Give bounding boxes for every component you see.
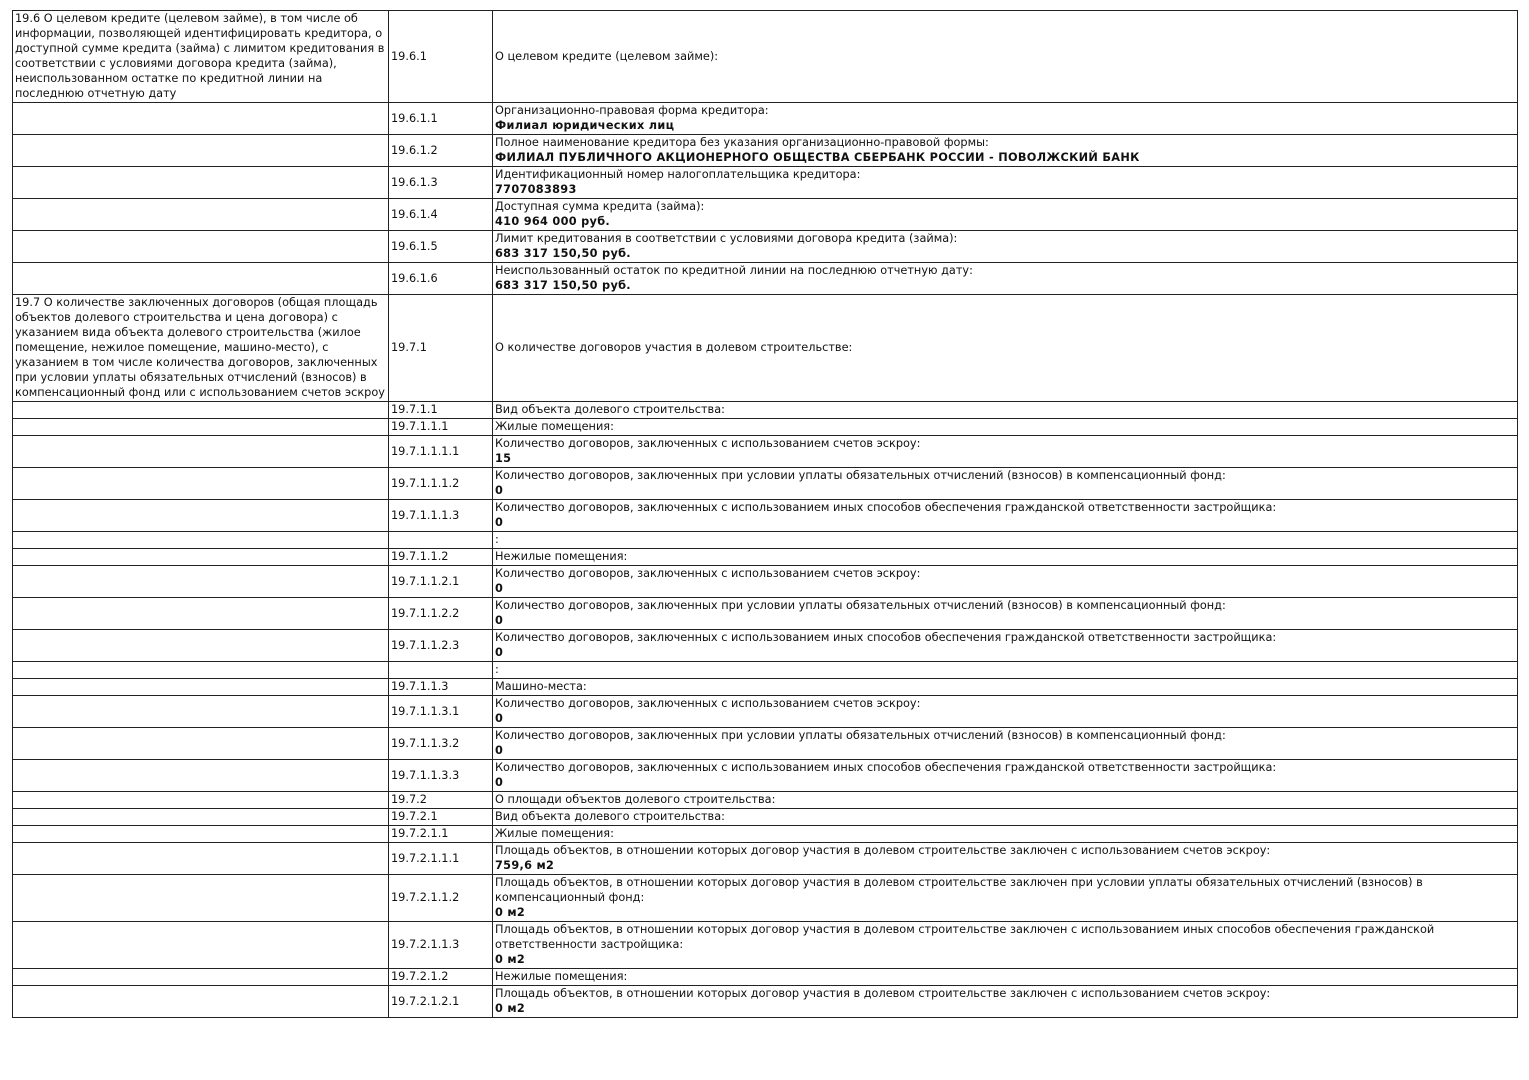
content-cell [493,792,1518,809]
table-row [13,468,1518,500]
code-cell: 19.6.1.5 [389,231,493,263]
content-cell [493,566,1518,598]
table-row [13,986,1518,1018]
section-cell [13,728,389,760]
code-cell: 19.7.1.1.2.1 [389,566,493,598]
table-row [13,969,1518,986]
content-cell [493,103,1518,135]
field-label: Площадь объектов, в отношении которых договор участия в долевом строительстве заключен с использованием счетов эскроу: [495,844,1271,857]
field-label: Количество договоров, заключенных с использованием иных способов обеспечения гражданской ответственности застройщика: [495,501,1277,514]
field-label: Количество договоров, заключенных с использованием счетов эскроу: [495,437,921,450]
field-label: Вид объекта долевого строительства: [495,810,725,823]
field-label: Нежилые помещения: [495,970,628,983]
field-label: Площадь объектов, в отношении которых договор участия в долевом строительстве заключен с использованием иных способов обеспечения гражданской ответственности застройщика: [495,923,1435,951]
field-label: О количестве договоров участия в долевом строительстве: [495,341,853,354]
field-label: Неиспользованный остаток по кредитной линии на последнюю отчетную дату: [495,264,973,277]
section-cell: 19.6 О целевом кредите (целевом займе), в том числе об информации, позволяющей идентифицировать кредитора, о доступной сумме кредита (займа) с лимитом кредитования в соответствии с условиями договора кредита (займа), неиспользованном остатке по кредитной линии на последнюю отчетную дату [13,11,389,103]
content-cell [493,728,1518,760]
code-cell: 19.7.1.1 [389,402,493,419]
code-cell: 19.6.1 [389,11,493,103]
table-row [13,199,1518,231]
section-cell [13,419,389,436]
code-cell: 19.7.2.1.1 [389,826,493,843]
table-row [13,402,1518,419]
content-cell [493,436,1518,468]
field-label: Количество договоров, заключенных при условии уплаты обязательных отчислений (взносов) в компенсационный фонд: [495,599,1226,612]
table-row [13,549,1518,566]
field-label: Идентификационный номер налогоплательщика кредитора: [495,168,861,181]
section-cell [13,875,389,922]
field-label: О целевом кредите (целевом займе): [495,49,719,63]
field-label: Количество договоров, заключенных при условии уплаты обязательных отчислений (взносов) в компенсационный фонд: [495,469,1226,482]
content-cell [493,263,1518,295]
field-value: 683 317 150,50 руб. [495,247,631,260]
code-cell: 19.6.1.2 [389,135,493,167]
table-row [13,598,1518,630]
table-row [13,792,1518,809]
field-label: : [495,533,499,546]
field-value: 0 м2 [495,953,526,966]
section-cell [13,549,389,566]
content-cell [493,969,1518,986]
content-cell [493,986,1518,1018]
section-cell [13,263,389,295]
section-cell [13,809,389,826]
table-row [13,566,1518,598]
section-cell [13,662,389,679]
field-label: О площади объектов долевого строительства: [495,793,776,806]
section-cell [13,532,389,549]
field-value: 0 [495,712,504,725]
code-cell: 19.7.2.1 [389,809,493,826]
table-row [13,875,1518,922]
field-value: 0 [495,776,504,789]
field-value: 0 [495,582,504,595]
table-row [13,103,1518,135]
section-cell [13,468,389,500]
table-row [13,263,1518,295]
field-label: Доступная сумма кредита (займа): [495,200,705,213]
table-row [13,532,1518,549]
content-cell [493,402,1518,419]
content-cell [493,843,1518,875]
section-cell [13,986,389,1018]
section-cell [13,922,389,969]
code-cell: 19.7.1.1.3 [389,679,493,696]
field-value: 759,6 м2 [495,859,555,872]
table-row [13,843,1518,875]
field-value: 0 м2 [495,906,526,919]
code-cell [389,662,493,679]
code-cell: 19.7.1.1.3.1 [389,696,493,728]
content-cell [493,696,1518,728]
table-row [13,436,1518,468]
content-cell [493,549,1518,566]
code-cell: 19.7.1.1.3.2 [389,728,493,760]
code-cell: 19.6.1.3 [389,167,493,199]
code-cell: 19.6.1.1 [389,103,493,135]
field-label: Вид объекта долевого строительства: [495,403,725,416]
section-cell [13,436,389,468]
table-row [13,167,1518,199]
section-cell [13,167,389,199]
field-label: Площадь объектов, в отношении которых договор участия в долевом строительстве заключен при условии уплаты обязательных отчислений (взносов) в компенсационный фонд: [495,876,1423,904]
field-label: Количество договоров, заключенных с использованием иных способов обеспечения гражданской ответственности застройщика: [495,631,1277,644]
section-cell [13,231,389,263]
table-row [13,826,1518,843]
table-row [13,630,1518,662]
field-value: ФИЛИАЛ ПУБЛИЧНОГО АКЦИОНЕРНОГО ОБЩЕСТВА СБЕРБАНК РОССИИ - ПОВОЛЖСКИЙ БАНК [495,151,1140,164]
section-cell [13,679,389,696]
content-cell [493,809,1518,826]
section-cell [13,969,389,986]
content-cell [493,11,1518,103]
content-cell [493,662,1518,679]
table-row [13,295,1518,402]
field-label: Организационно-правовая форма кредитора: [495,104,769,117]
section-cell [13,500,389,532]
content-cell [493,231,1518,263]
code-cell: 19.7.1.1.2 [389,549,493,566]
code-cell: 19.7.2 [389,792,493,809]
section-cell [13,760,389,792]
table-row [13,760,1518,792]
code-cell: 19.7.2.1.2.1 [389,986,493,1018]
content-cell [493,468,1518,500]
field-value: 0 [495,614,504,627]
code-cell: 19.7.1.1.1.2 [389,468,493,500]
content-cell [493,760,1518,792]
field-value: 0 м2 [495,1002,526,1015]
section-cell [13,199,389,231]
field-label: Количество договоров, заключенных с использованием иных способов обеспечения гражданской ответственности застройщика: [495,761,1277,774]
code-cell: 19.7.1.1.1.3 [389,500,493,532]
field-value: 683 317 150,50 руб. [495,279,631,292]
table-row [13,500,1518,532]
table-row [13,11,1518,103]
table-row [13,696,1518,728]
code-cell: 19.7.2.1.2 [389,969,493,986]
field-value: 0 [495,484,504,497]
content-cell [493,199,1518,231]
section-cell: 19.7 О количестве заключенных договоров (общая площадь объектов долевого строительства и цена договора) с указанием вида объекта долевого строительства (жилое помещение, нежилое помещение, машино-место), с указанием в том числе количества договоров, заключенных при условии уплаты обязательных отчислений (взносов) в компенсационный фонд или с использованием счетов эскроу [13,295,389,402]
section-cell [13,843,389,875]
code-cell: 19.7.1.1.1 [389,419,493,436]
section-cell [13,103,389,135]
content-cell [493,419,1518,436]
section-cell [13,696,389,728]
field-value: 15 [495,452,512,465]
section-cell [13,135,389,167]
section-cell [13,630,389,662]
field-value: 7707083893 [495,183,577,196]
field-value: 0 [495,744,504,757]
field-label: Количество договоров, заключенных при условии уплаты обязательных отчислений (взносов) в компенсационный фонд: [495,729,1226,742]
field-value: Филиал юридических лиц [495,119,675,132]
field-label: Машино-места: [495,680,587,693]
content-cell [493,630,1518,662]
field-value: 0 [495,516,504,529]
code-cell: 19.7.2.1.1.1 [389,843,493,875]
code-cell: 19.7.1 [389,295,493,402]
field-value: 410 964 000 руб. [495,215,610,228]
table-row [13,922,1518,969]
table-row [13,231,1518,263]
table-row [13,135,1518,167]
code-cell: 19.7.1.1.2.2 [389,598,493,630]
content-cell [493,875,1518,922]
section-cell [13,598,389,630]
content-cell [493,922,1518,969]
code-cell: 19.7.2.1.1.2 [389,875,493,922]
field-label: : [495,663,499,676]
content-cell [493,295,1518,402]
section-cell [13,792,389,809]
code-cell [389,532,493,549]
section-cell [13,826,389,843]
table-row [13,679,1518,696]
table-body [13,11,1518,1018]
field-label: Жилые помещения: [495,420,614,433]
content-cell [493,532,1518,549]
table-row [13,662,1518,679]
content-cell [493,679,1518,696]
field-label: Количество договоров, заключенных с использованием счетов эскроу: [495,697,921,710]
table-row [13,419,1518,436]
table-row [13,809,1518,826]
content-cell [493,826,1518,843]
code-cell: 19.7.1.1.1.1 [389,436,493,468]
field-label: Количество договоров, заключенных с использованием счетов эскроу: [495,567,921,580]
section-cell [13,402,389,419]
field-label: Полное наименование кредитора без указания организационно-правовой формы: [495,136,989,149]
code-cell: 19.7.1.1.3.3 [389,760,493,792]
disclosure-table [12,10,1518,1018]
code-cell: 19.6.1.4 [389,199,493,231]
field-label: Жилые помещения: [495,827,614,840]
content-cell [493,167,1518,199]
code-cell: 19.7.2.1.1.3 [389,922,493,969]
field-value: 0 [495,646,504,659]
field-label: Площадь объектов, в отношении которых договор участия в долевом строительстве заключен с использованием счетов эскроу: [495,987,1271,1000]
table-row [13,728,1518,760]
code-cell: 19.7.1.1.2.3 [389,630,493,662]
section-cell [13,566,389,598]
content-cell [493,598,1518,630]
field-label: Нежилые помещения: [495,550,628,563]
content-cell [493,135,1518,167]
content-cell [493,500,1518,532]
field-label: Лимит кредитования в соответствии с условиями договора кредита (займа): [495,232,958,245]
code-cell: 19.6.1.6 [389,263,493,295]
